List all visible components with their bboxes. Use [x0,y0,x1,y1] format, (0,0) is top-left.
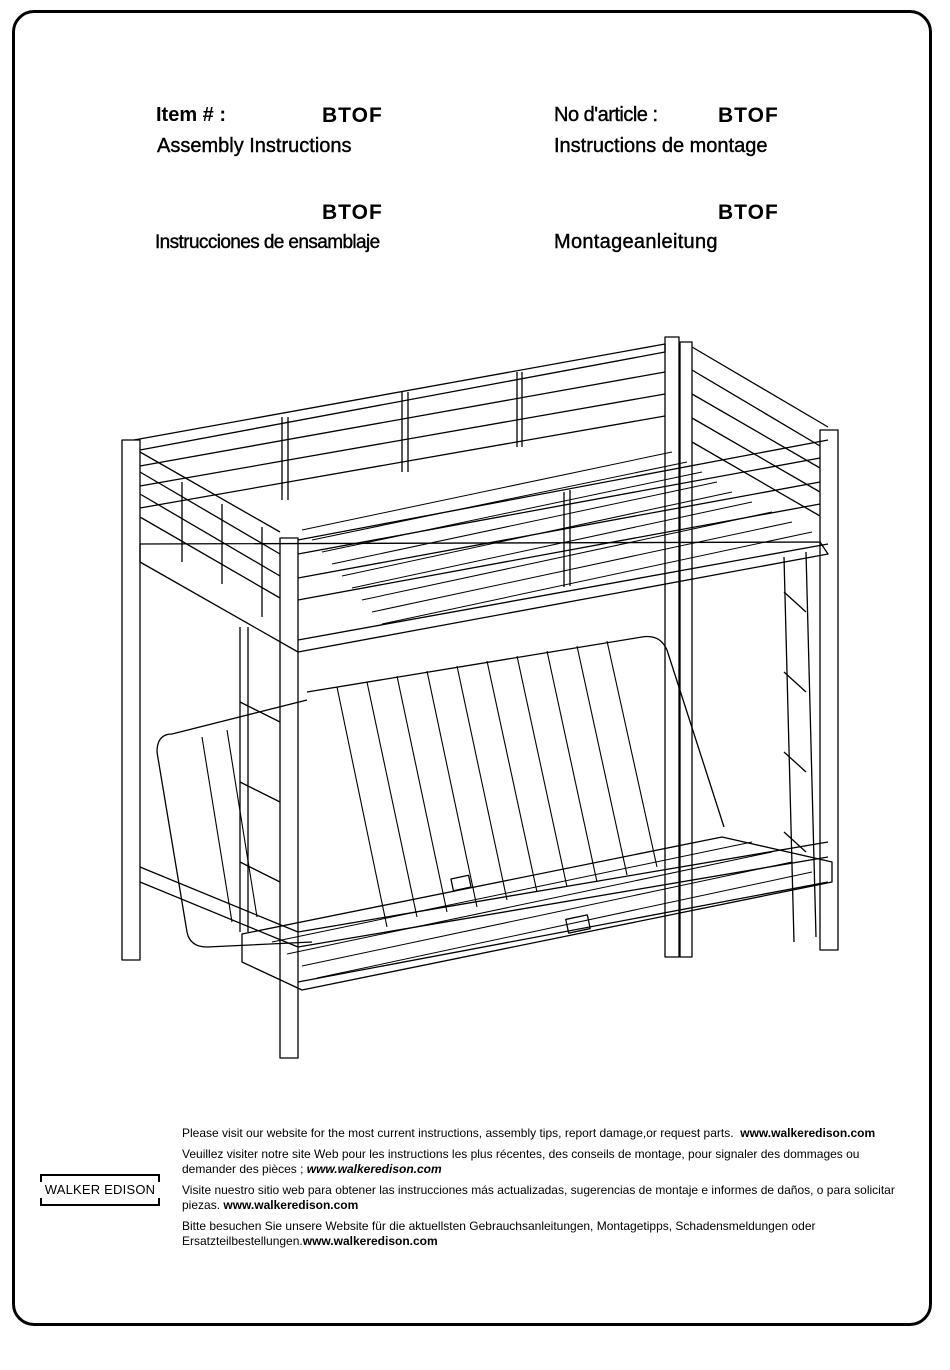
note-french [182,1147,910,1177]
item-code-de: BTOF [718,201,779,224]
note-english-text: Please visit our website for the most current instructions, assembly tips, report damage,or request parts. [182,1126,734,1140]
item-code-fr: BTOF [718,104,779,127]
note-english [182,1126,910,1141]
note-french-text: Veuillez visiter notre site Web pour les instructions les plus récentes, des conseils de montage, pour signaler des dommages ou demander des pièces ; [182,1147,860,1176]
futon-back-frame [307,637,724,827]
futon-left-frame [157,734,312,947]
item-number-label: Item # : [156,104,227,126]
website-link-de[interactable]: www.walkeredison.com [302,1234,438,1248]
assembly-instructions-title: Assembly Instructions [157,135,352,157]
walker-edison-logo [40,1174,160,1206]
logo-bottom-bracket [40,1198,160,1206]
website-notes [182,1126,910,1255]
item-code-en: BTOF [322,104,383,127]
item-code-es: BTOF [322,201,383,224]
top-bunk-frame [140,542,828,652]
note-spanish-text: Visite nuestro sitio web para obtener las instrucciones más actualizadas, sugerencias de montaje e informes de daños, o para solicitar piezas. [182,1183,895,1212]
montageanleitung-title: Montageanleitung [554,231,718,253]
right-end-post [820,430,838,950]
logo-top-bracket [40,1174,160,1182]
article-number-label: No d'article : [554,104,658,126]
futon-seat [242,837,832,990]
back-left-post [665,337,679,957]
bunk-bed-illustration [112,322,842,1067]
note-spanish [182,1183,910,1213]
note-german-text: Bitte besuchen Sie unsere Website für die aktuellsten Gebrauchsanleitungen, Montagetipps, Schadensmeldungen oder Ersatzteilbestellungen. [182,1219,816,1248]
instrucciones-title: Instrucciones de ensamblaje [155,232,380,253]
instructions-de-montage-title: Instructions de montage [554,135,768,157]
front-center-post [280,538,298,1058]
website-link-en[interactable]: www.walkeredison.com [740,1126,876,1140]
website-link-es[interactable]: www.walkeredison.com [223,1198,359,1212]
logo-text: WALKER EDISON [44,1182,156,1197]
note-german [182,1219,910,1249]
front-left-post [122,440,140,960]
website-link-fr[interactable]: www.walkeredison.com [306,1162,442,1176]
